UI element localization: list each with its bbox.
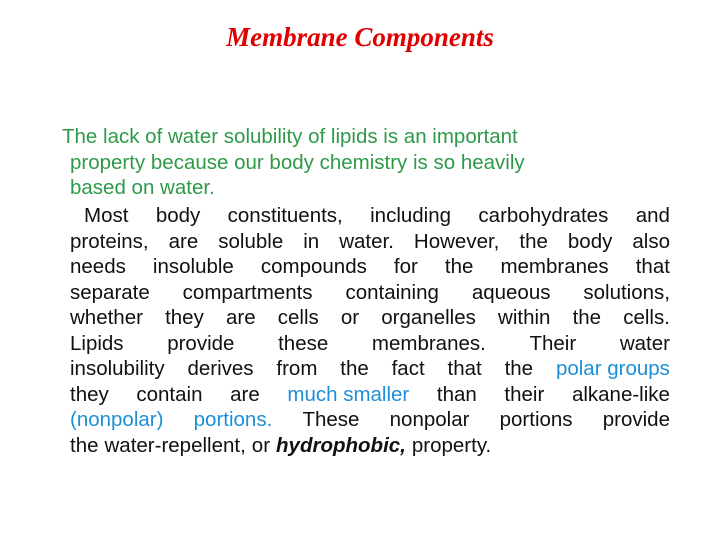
word: membranes. (371, 331, 486, 355)
word: Lipids (70, 331, 124, 355)
word: separate (70, 280, 150, 304)
intro-line: The lack of water solubility of lipids is an important (62, 125, 518, 148)
word: Their (529, 331, 577, 355)
word: compartments (182, 280, 313, 304)
word: water. (339, 229, 394, 253)
word: solutions, (583, 280, 670, 304)
body-line (70, 407, 670, 433)
word: they (70, 382, 109, 406)
word: These (302, 408, 360, 431)
word: the (70, 433, 99, 457)
word: water-repellent, (104, 433, 246, 457)
word: or (251, 433, 271, 457)
slide-title: Membrane Components (226, 22, 494, 52)
word: Most (84, 204, 129, 227)
word: portions (499, 408, 573, 431)
word: whether (70, 306, 143, 329)
word: body (567, 229, 613, 253)
word: proteins, (70, 229, 149, 253)
intro-paragraph (62, 124, 632, 201)
highlight-nonpolar: (nonpolar) (70, 408, 164, 431)
word: that (447, 357, 482, 380)
word: the (340, 357, 369, 380)
word: that (635, 255, 670, 278)
body-paragraph (70, 203, 670, 458)
word: including (370, 204, 452, 227)
word: derives (187, 357, 254, 380)
body-line (70, 382, 670, 408)
word: for (393, 255, 418, 278)
word: than (436, 382, 477, 406)
body-line (70, 229, 670, 255)
word: are (230, 382, 260, 406)
body-line (70, 433, 670, 459)
word: portions. (193, 408, 273, 431)
word: insolubility (70, 357, 165, 380)
word: are (225, 306, 256, 329)
highlight-much-smaller: much smaller (287, 382, 410, 406)
word: cells. (623, 306, 670, 329)
word: are (168, 229, 199, 253)
word: they (165, 306, 204, 329)
body-line (70, 305, 670, 331)
word: and (635, 204, 670, 227)
word: organelles (381, 306, 476, 329)
word: provide (167, 331, 235, 355)
intro-line: property because our body chemistry is so heavily (70, 150, 525, 174)
word: the (444, 255, 474, 278)
word: cells (277, 306, 319, 329)
word: compounds (260, 255, 367, 278)
word: insoluble (152, 255, 234, 278)
intro-line: based on water. (70, 176, 215, 199)
word: within (498, 306, 551, 329)
word: these (278, 331, 329, 355)
word: provide (602, 408, 670, 431)
word: or (340, 306, 360, 329)
word: from (276, 357, 318, 380)
word: property. (411, 433, 492, 457)
word: needs (70, 255, 126, 278)
word: in (303, 229, 320, 253)
word: containing (345, 280, 439, 304)
body-line (70, 203, 670, 229)
word: soluble (218, 229, 284, 253)
body-line (70, 280, 670, 306)
word: constituents, (227, 204, 343, 227)
word: However, (413, 229, 500, 253)
word: nonpolar (389, 408, 470, 431)
word: membranes (500, 255, 609, 278)
word: their (504, 382, 545, 406)
body-line (70, 356, 670, 382)
word: carbohydrates (478, 204, 609, 227)
word: the (572, 306, 602, 329)
word: the (519, 229, 548, 253)
highlight-polar-groups: polar groups (555, 357, 670, 380)
word: water (619, 331, 670, 355)
emphasis-hydrophobic: hydrophobic, (276, 433, 406, 457)
word: also (632, 229, 670, 253)
body-line (70, 254, 670, 280)
body-line (70, 331, 670, 357)
word: fact (391, 357, 425, 380)
word: aqueous (471, 280, 551, 304)
word: the (504, 357, 534, 380)
word: alkane-like (571, 382, 670, 406)
word: contain (136, 382, 203, 406)
word: body (155, 204, 201, 227)
